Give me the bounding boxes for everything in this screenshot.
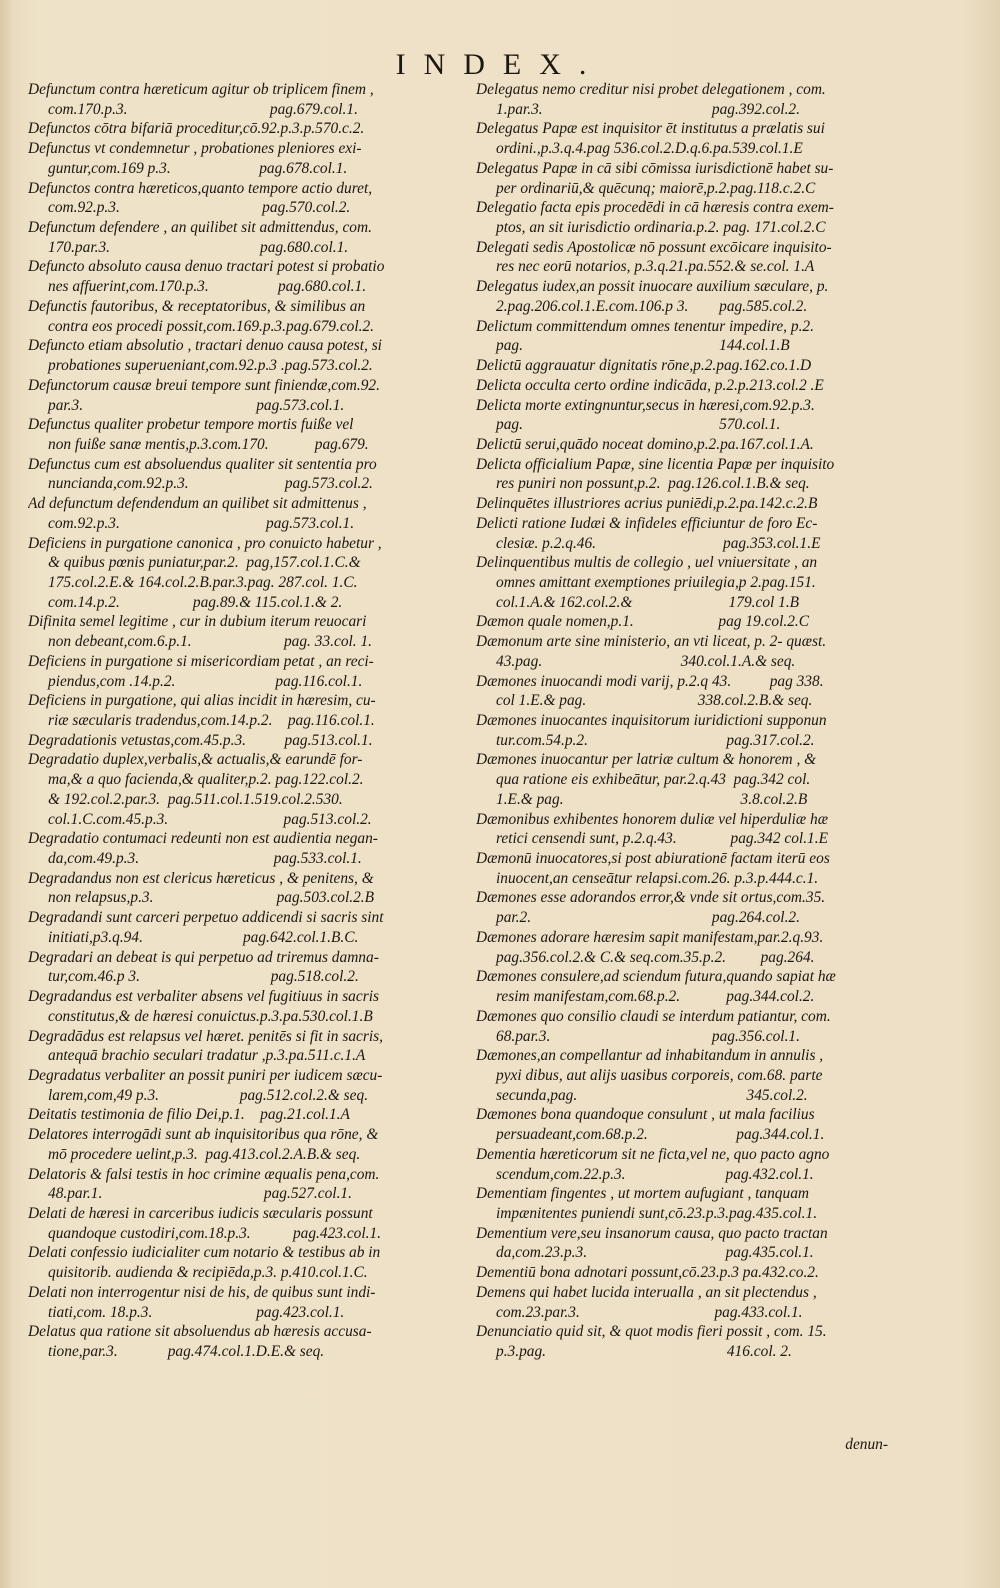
- index-entry: [476, 277, 916, 316]
- entry-headword-line: Delegatus iudex,an possit inuocare auxilium sæculare, p.: [476, 278, 829, 296]
- entry-continuation-line: com.23.par.3. pag.433.col.1.: [496, 1303, 803, 1321]
- entry-headword-line: Dementiū bona adnotari possunt,cō.23.p.3 pa.432.co.2.: [476, 1264, 819, 1282]
- entry-continuation-line: constitutus,& de hæresi conuictus.p.3.pa.530.col.1.B: [48, 1007, 373, 1025]
- entry-continuation-line: quandoque custodiri,com.18.p.3. pag.423.col.1.: [48, 1224, 382, 1242]
- entry-headword-line: Denunciatio quid sit, & quot modis fieri possit , com. 15.: [476, 1323, 827, 1341]
- right-column: [476, 80, 916, 1362]
- index-entry: [476, 376, 916, 396]
- entry-continuation-line: pag. 570.col.1.: [496, 416, 781, 434]
- index-entry: [28, 829, 468, 868]
- entry-continuation-line: 68.par.3. pag.356.col.1.: [496, 1027, 800, 1045]
- entry-headword-line: Degradari an debeat is qui perpetuo ad triremus damna-: [28, 948, 379, 966]
- entry-continuation-line: com.92.p.3. pag.570.col.2.: [48, 199, 351, 217]
- entry-continuation-line: scendum,com.22.p.3. pag.432.col.1.: [496, 1165, 814, 1183]
- index-entry: [28, 750, 468, 829]
- index-entry: [476, 1322, 916, 1361]
- entry-continuation-line: da,com.23.p.3. pag.435.col.1.: [496, 1244, 814, 1262]
- index-entry: [476, 1145, 916, 1184]
- index-entry: [28, 297, 468, 336]
- entry-headword-line: Deficiens in purgatione si misericordiam petat , an reci-: [28, 652, 374, 670]
- index-entry: [476, 928, 916, 967]
- entry-continuation-line: com.14.p.2. pag.89.& 115.col.1.& 2.: [48, 593, 343, 611]
- entry-headword-line: Dæmones,an compellantur ad inhabitandum in annulis ,: [476, 1047, 824, 1065]
- index-entry: [476, 888, 916, 927]
- entry-continuation-line: da,com.49.p.3. pag.533.col.1.: [48, 850, 362, 868]
- entry-headword-line: Degradationis vetustas,com.45.p.3. pag.513.col.1.: [28, 731, 373, 749]
- entry-continuation-line: non relapsus,p.3. pag.503.col.2.B: [48, 889, 375, 907]
- entry-continuation-line: resim manifestam,com.68.p.2. pag.344.col.2.: [496, 988, 815, 1006]
- entry-headword-line: Delati de hæresi in carceribus iudicis sæcularis possunt: [28, 1204, 373, 1222]
- entry-continuation-line: inuocent,an censeātur relapsi.com.26. p.3.p.444.c.1.: [496, 869, 819, 887]
- entry-headword-line: Difinita semel legitime , cur in dubium iterum reuocari: [28, 613, 367, 631]
- entry-headword-line: Dæmones inuocantur per latriæ cultum & honorem , &: [476, 751, 817, 769]
- index-entry: [476, 238, 916, 277]
- index-entry: [476, 494, 916, 514]
- entry-continuation-line: ordini.,p.3.q.4.pag 536.col.2.D.q.6.pa.539.col.1.E: [496, 140, 803, 158]
- entry-headword-line: Delatus qua ratione sit absoluendus ab hæresis accusa-: [28, 1323, 372, 1341]
- entry-continuation-line: probationes superueniant,com.92.p.3 .pag.573.col.2.: [48, 357, 373, 375]
- index-entry: [476, 356, 916, 376]
- entry-continuation-line: 2.pag.206.col.1.E.com.106.p 3. pag.585.col.2.: [496, 297, 808, 315]
- entry-headword-line: Defunctos cōtra bifariā proceditur,cō.92.p.3.p.570.c.2.: [28, 120, 365, 138]
- entry-continuation-line: larem,com,49 p.3. pag.512.col.2.& seq.: [48, 1086, 369, 1104]
- entry-headword-line: Delegatus Papæ est inquisitor ēt institutus a prælatis sui: [476, 120, 825, 138]
- index-entry: [476, 1105, 916, 1144]
- entry-headword-line: Defunctus vt condemnetur , probationes pleniores exi-: [28, 140, 362, 158]
- entry-continuation-line: pag. 144.col.1.B: [496, 337, 790, 355]
- entry-continuation-line: & 192.col.2.par.3. pag.511.col.1.519.col.2.530.: [48, 790, 343, 808]
- index-entry: [28, 1204, 468, 1243]
- entry-continuation-line: ma,& a quo facienda,& qualiter,p.2. pag.122.col.2.: [48, 771, 364, 789]
- entry-headword-line: Delegatio facta epis procedēdi in cā hæresis contra exem-: [476, 199, 834, 217]
- index-entry: [476, 435, 916, 455]
- index-entry: [476, 612, 916, 632]
- entry-headword-line: Delicta officialium Papæ, sine licentia Papæ per inquisito: [476, 455, 835, 473]
- index-entry: [28, 612, 468, 651]
- entry-headword-line: Degradandus non est clericus hæreticus , & penitens, &: [28, 869, 374, 887]
- entry-headword-line: Deficiens in purgatione, qui alias incidit in hæresim, cu-: [28, 692, 376, 710]
- entry-headword-line: Delatoris & falsi testis in hoc crimine æqualis pena,com.: [28, 1165, 380, 1183]
- index-entry: [476, 514, 916, 553]
- entry-continuation-line: res nec eorū notarios, p.3.q.21.pa.552.& se.col. 1.A: [496, 258, 815, 276]
- entry-headword-line: Deficiens in purgatione canonica , pro conuicto habetur ,: [28, 534, 382, 552]
- entry-headword-line: Delegatus Papæ in cā sibi cōmissa iurisdictionē habet su-: [476, 159, 834, 177]
- entry-headword-line: Defunctum contra hæreticum agitur ob triplicem finem ,: [28, 81, 374, 98]
- entry-headword-line: Defunctus cum est absoluendus qualiter sit sententia pro: [28, 455, 377, 473]
- index-entry: [476, 119, 916, 158]
- entry-continuation-line: col.1.C.com.45.p.3. pag.513.col.2.: [48, 810, 372, 828]
- entry-headword-line: Demens qui habet lucida interualla , an sit plectendus ,: [476, 1283, 817, 1301]
- entry-continuation-line: impænitentes puniendi sunt,cō.23.p.3.pag.435.col.1.: [496, 1204, 818, 1222]
- left-column: [28, 80, 468, 1362]
- index-entry: [28, 948, 468, 987]
- entry-headword-line: Delictum committendum omnes tenentur impedire, p.2.: [476, 317, 814, 335]
- index-entry: [28, 731, 468, 751]
- index-entry: [476, 198, 916, 237]
- entry-headword-line: Dæmones consulere,ad sciendum futura,quando sapiat hæ: [476, 968, 836, 986]
- index-entry: [28, 80, 468, 119]
- entry-headword-line: Degradandus est verbaliter absens vel fugitiuus in sacris: [28, 988, 379, 1006]
- index-entry: [28, 119, 468, 139]
- entry-headword-line: Degradandi sunt carceri perpetuo addicendi si sacris sint: [28, 909, 384, 927]
- entry-headword-line: Defunctorum causæ breui tempore sunt finiendæ,com.92.: [28, 376, 380, 394]
- index-entry: [476, 750, 916, 809]
- entry-headword-line: Delicta occulta certo ordine indicāda, p.2.p.213.col.2 .E: [476, 376, 824, 394]
- entry-headword-line: Dæmones bona quandoque consulunt , ut mala facilius: [476, 1106, 815, 1124]
- index-entry: [28, 1027, 468, 1066]
- index-entry: [28, 987, 468, 1026]
- entry-continuation-line: 43.pag. 340.col.1.A.& seq.: [496, 652, 796, 670]
- entry-continuation-line: nuncianda,com.92.p.3. pag.573.col.2.: [48, 475, 373, 493]
- entry-headword-line: Delati non interrogentur nisi de his, de quibus sunt indi-: [28, 1283, 376, 1301]
- index-entry: [28, 652, 468, 691]
- entry-continuation-line: pag.356.col.2.& C.& seq.com.35.p.2. pag.264.: [496, 948, 815, 966]
- index-entry: [476, 80, 916, 119]
- entry-headword-line: Delinquentibus multis de collegio , uel vniuersitate , an: [476, 554, 818, 572]
- entry-continuation-line: guntur,com.169 p.3. pag.678.col.1.: [48, 159, 348, 177]
- entry-continuation-line: com.170.p.3. pag.679.col.1.: [48, 100, 358, 118]
- entry-continuation-line: nes affuerint,com.170.p.3. pag.680.col.1.: [48, 278, 367, 296]
- entry-continuation-line: 1.E.& pag. 3.8.col.2.B: [496, 790, 808, 808]
- index-entry: [476, 1046, 916, 1105]
- index-entry: [476, 810, 916, 849]
- index-entry: [476, 672, 916, 711]
- entry-headword-line: Dæmones inuocantes inquisitorum iuridictioni supponun: [476, 712, 827, 729]
- entry-headword-line: Degradatio contumaci redeunti non est audientia negan-: [28, 830, 378, 848]
- entry-headword-line: Dæmones inuocandi modi varij, p.2.q 43. pag 338.: [476, 672, 824, 690]
- entry-continuation-line: non debeant,com.6.p.1. pag. 33.col. 1.: [48, 633, 373, 651]
- entry-continuation-line: contra eos procedi possit,com.169.p.3.pag.679.col.2.: [48, 317, 375, 335]
- index-entry: [28, 869, 468, 908]
- index-entry: [28, 455, 468, 494]
- entry-continuation-line: clesiæ. p.2.q.46. pag.353.col.1.E: [496, 534, 821, 552]
- entry-headword-line: Defunctus qualiter probetur tempore mortis fuiße vel: [28, 416, 354, 434]
- entry-continuation-line: riæ sæcularis tradendus,com.14.p.2. pag.116.col.1.: [48, 712, 375, 729]
- entry-continuation-line: piendus,com .14.p.2. pag.116.col.1.: [48, 672, 363, 690]
- index-entry: [28, 139, 468, 178]
- index-entry: [476, 159, 916, 198]
- index-entry: [476, 1263, 916, 1283]
- index-entry: [476, 632, 916, 671]
- entry-continuation-line: tiati,com. 18.p.3. pag.423.col.1.: [48, 1303, 345, 1321]
- index-entry: [476, 553, 916, 612]
- entry-continuation-line: per ordinariū,& quēcunq; maiorē,p.2.pag.118.c.2.C: [496, 179, 816, 197]
- entry-headword-line: Dementia hæreticorum sit ne ficta,vel ne, quo pacto agno: [476, 1145, 830, 1163]
- entry-continuation-line: com.92.p.3. pag.573.col.1.: [48, 514, 355, 532]
- entry-headword-line: Dæmones adorare hæresim sapit manifestam,par.2.q.93.: [476, 928, 824, 946]
- index-entry: [28, 179, 468, 218]
- entry-continuation-line: initiati,p3.q.94. pag.642.col.1.B.C.: [48, 928, 359, 946]
- entry-headword-line: Dæmones quo consilio claudi se interdum patiantur, com.: [476, 1007, 831, 1025]
- index-entry: [28, 1066, 468, 1105]
- index-entry: [476, 1007, 916, 1046]
- index-entry: [28, 218, 468, 257]
- entry-continuation-line: 170.par.3. pag.680.col.1.: [48, 238, 349, 256]
- index-entry: [476, 711, 916, 750]
- index-entry: [28, 336, 468, 375]
- entry-continuation-line: col.1.A.& 162.col.2.& 179.col 1.B: [496, 593, 800, 611]
- index-entry: [28, 691, 468, 730]
- index-entry: [28, 1283, 468, 1322]
- entry-continuation-line: 175.col.2.E.& 164.col.2.B.par.3.pag. 287.col. 1.C.: [48, 573, 358, 591]
- entry-continuation-line: 48.par.1. pag.527.col.1.: [48, 1185, 352, 1203]
- entry-continuation-line: antequā brachio seculari tradatur ,p.3.pa.511.c.1.A: [48, 1047, 366, 1065]
- index-entry: [28, 1243, 468, 1282]
- index-entry: [28, 1165, 468, 1204]
- entry-headword-line: Dæmonū inuocatores,si post abiurationē factam iterū eos: [476, 850, 830, 868]
- entry-continuation-line: tione,par.3. pag.474.col.1.D.E.& seq.: [48, 1343, 325, 1360]
- entry-continuation-line: & quibus pœnis puniatur,par.2. pag,157.col.1.C.&: [48, 554, 361, 572]
- entry-continuation-line: tur,com.46.p 3. pag.518.col.2.: [48, 968, 359, 986]
- entry-headword-line: Dementium vere,seu insanorum causa, quo pacto tractan: [476, 1224, 828, 1242]
- entry-continuation-line: 1.par.3. pag.392.col.2.: [496, 100, 800, 118]
- entry-headword-line: Dæmonum arte sine ministerio, an vti liceat, p. 2- quæst.: [476, 633, 827, 651]
- index-entry: [476, 455, 916, 494]
- index-entry: [476, 317, 916, 356]
- index-entry: [28, 1125, 468, 1164]
- index-entry: [476, 396, 916, 435]
- entry-continuation-line: secunda,pag. 345.col.2.: [496, 1086, 808, 1104]
- entry-continuation-line: mō procedere uelint,p.3. pag.413.col.2.A.B.& seq.: [48, 1145, 361, 1163]
- entry-headword-line: Delegati sedis Apostolicæ nō possunt excōicare inquisito-: [476, 238, 832, 256]
- entry-continuation-line: quisitorib. audienda & recipiēda,p.3. p.410.col.1.C.: [48, 1264, 368, 1282]
- entry-headword-line: Degradādus est relapsus vel hæret. penitēs si fit in sacris,: [28, 1027, 383, 1045]
- index-entry: [28, 1322, 468, 1361]
- entry-continuation-line: pyxi dibus, aut alijs uasibus corporeis, com.68. parte: [496, 1066, 823, 1084]
- index-entry: [476, 1184, 916, 1223]
- index-entry: [28, 494, 468, 533]
- page-title: INDEX.: [395, 48, 605, 81]
- entry-headword-line: Defunctis fautoribus, & receptatoribus, & similibus an: [28, 297, 366, 315]
- entry-headword-line: Dæmon quale nomen,p.1. pag 19.col.2.C: [476, 613, 810, 631]
- entry-continuation-line: persuadeant,com.68.p.2. pag.344.col.1.: [496, 1126, 825, 1144]
- index-entry: [476, 849, 916, 888]
- entry-headword-line: Defunctos contra hæreticos,quanto tempore actio duret,: [28, 179, 373, 197]
- entry-continuation-line: tur.com.54.p.2. pag.317.col.2.: [496, 731, 815, 749]
- entry-continuation-line: p.3.pag. 416.col. 2.: [496, 1343, 792, 1360]
- entry-headword-line: Delegatus nemo creditur nisi probet delegationem , com.: [476, 81, 826, 98]
- entry-continuation-line: qua ratione eis exhibeātur, par.2.q.43 pag.342 col.: [496, 771, 811, 789]
- index-entry: [28, 908, 468, 947]
- entry-headword-line: Delictū serui,quādo noceat domino,p.2.pa.167.col.1.A.: [476, 435, 814, 453]
- entry-headword-line: Delicti ratione Iudæi & infideles efficiuntur de foro Ec-: [476, 514, 818, 532]
- index-entry: [476, 967, 916, 1006]
- entry-headword-line: Delati confessio iudicialiter cum notario & testibus ab in: [28, 1244, 381, 1262]
- entry-continuation-line: col 1.E.& pag. 338.col.2.B.& seq.: [496, 692, 813, 710]
- entry-continuation-line: res puniri non possunt,p.2. pag.126.col.1.B.& seq.: [496, 475, 810, 493]
- entry-headword-line: Defuncto etiam absolutio , tractari denuo causa potest, si: [28, 337, 382, 355]
- entry-continuation-line: ptos, an sit iurisdictio ordinaria.p.2. pag. 171.col.2.C: [496, 219, 826, 237]
- catchword: denun-: [845, 1436, 888, 1453]
- index-entry: [28, 534, 468, 613]
- entry-continuation-line: retici censendi sunt, p.2.q.43. pag.342 col.1.E: [496, 830, 828, 848]
- entry-headword-line: Dementiam fingentes , ut mortem aufugiant , tanquam: [476, 1185, 810, 1203]
- entry-continuation-line: par.3. pag.573.col.1.: [48, 396, 345, 414]
- index-entry: [28, 257, 468, 296]
- entry-headword-line: Degradatus verbaliter an possit puniri per iudicem sæcu-: [28, 1066, 383, 1084]
- entry-headword-line: Dæmones esse adorandos error,& vnde sit ortus,com.35.: [476, 889, 826, 907]
- entry-continuation-line: non fuiße sanæ mentis,p.3.com.170. pag.679.: [48, 435, 369, 453]
- index-entry: [28, 1105, 468, 1125]
- entry-headword-line: Defuncto absoluto causa denuo tractari potest si probatio: [28, 258, 385, 276]
- index-entry: [476, 1224, 916, 1263]
- entry-headword-line: Delinquētes illustriores acrius puniēdi,p.2.pa.142.c.2.B: [476, 495, 818, 513]
- entry-headword-line: Delicta morte extingnuntur,secus in hæresi,com.92.p.3.: [476, 396, 815, 414]
- index-entry: [476, 1283, 916, 1322]
- index-entry: [28, 376, 468, 415]
- entry-headword-line: Ad defunctum defendendum an quilibet sit admittenus ,: [28, 495, 367, 513]
- entry-headword-line: Defunctum defendere , an quilibet sit admittendus, com.: [28, 219, 372, 237]
- entry-headword-line: Degradatio duplex,verbalis,& actualis,& earundē for-: [28, 751, 363, 769]
- entry-headword-line: Delictū aggrauatur dignitatis rōne,p.2.pag.162.co.1.D: [476, 357, 812, 375]
- entry-continuation-line: par.2. pag.264.col.2.: [496, 909, 800, 927]
- entry-headword-line: Delatores interrogādi sunt ab inquisitoribus qua rōne, &: [28, 1126, 379, 1144]
- entry-continuation-line: omnes amittant exemptiones priuilegia,p 2.pag.151.: [496, 573, 816, 591]
- entry-headword-line: Dæmonibus exhibentes honorem duliæ vel hiperduliæ hæ: [476, 810, 828, 828]
- index-entry: [28, 415, 468, 454]
- entry-headword-line: Deitatis testimonia de filio Dei,p.1. pag.21.col.1.A: [28, 1106, 350, 1124]
